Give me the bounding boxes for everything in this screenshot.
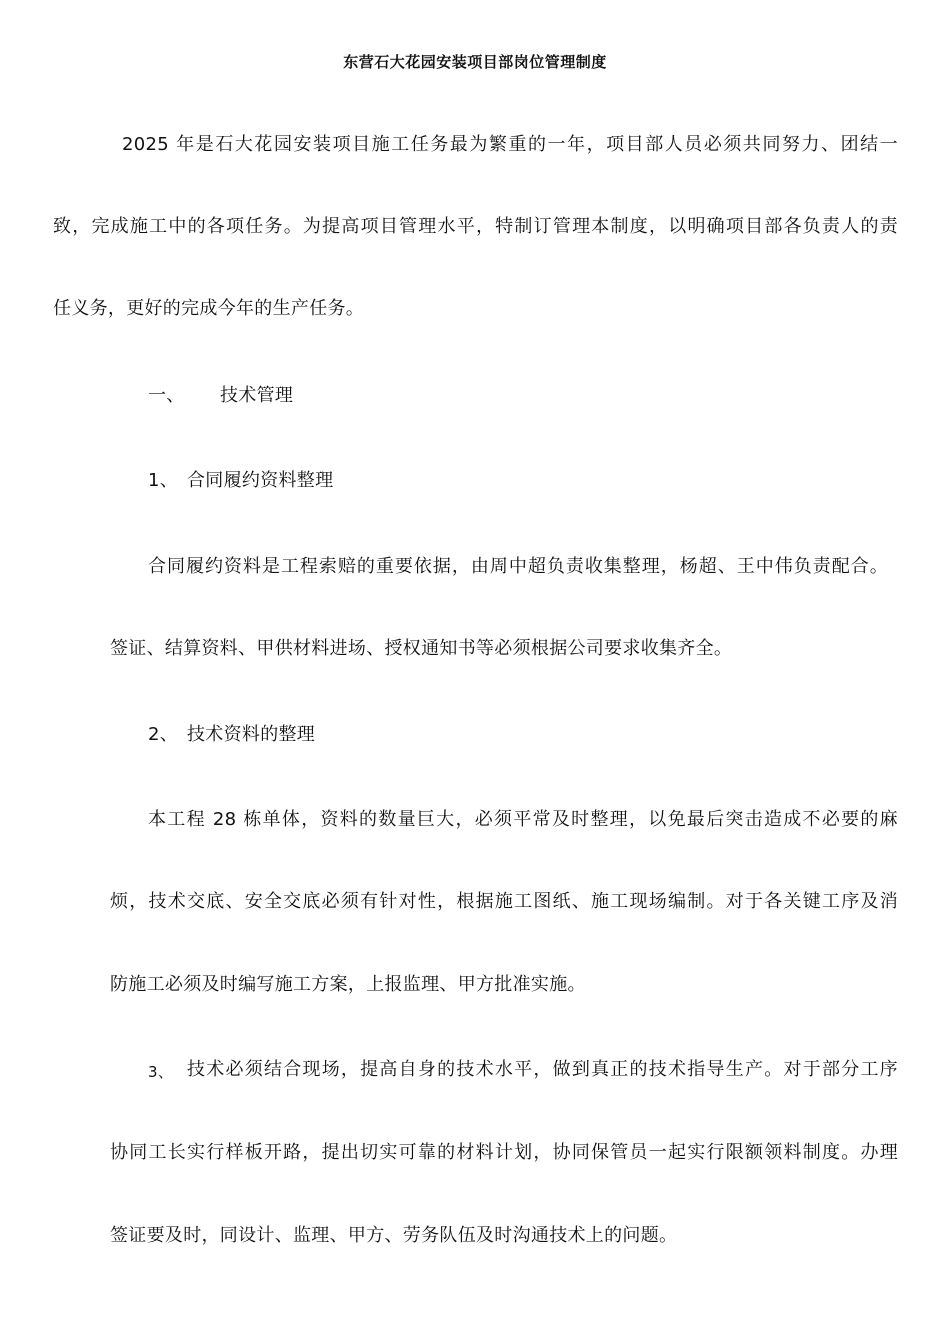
- item-2-paragraph-line-3: 防施工必须及时编写施工方案，上报监理、甲方批准实施。: [110, 974, 586, 995]
- item-3-number: 3、: [148, 1063, 174, 1081]
- item-1-paragraph-line-1: 合同履约资料是工程索赔的重要依据，由周中超负责收集整理，杨超、王中伟负责配合。: [148, 556, 888, 577]
- intro-line-3: 任义务，更好的完成今年的生产任务。: [53, 298, 365, 319]
- item-1-heading: 合同履约资料整理: [187, 470, 334, 491]
- item-1-paragraph-line-2: 签证、结算资料、甲供材料进场、授权通知书等必须根据公司要求收集齐全。: [110, 638, 733, 659]
- intro-line-2: 致，完成施工中的各项任务。为提高项目管理水平，特制订管理本制度，以明确项目部各负责人的责: [53, 216, 898, 237]
- item-3-paragraph-line-2: 协同工长实行样板开路，提出切实可靠的材料计划，协同保管员一起实行限额领料制度。办理: [110, 1142, 898, 1163]
- section-1-number: 一、: [148, 385, 185, 406]
- item-3-paragraph-line-3: 签证要及时，同设计、监理、甲方、劳务队伍及时沟通技术上的问题。: [110, 1225, 678, 1246]
- item-2-paragraph-line-1: 本工程 28 栋单体，资料的数量巨大，必须平常及时整理，以免最后突击造成不必要的麻: [148, 809, 898, 830]
- item-3-paragraph-line-1: 技术必须结合现场，提高自身的技术水平，做到真正的技术指导生产。对于部分工序: [187, 1059, 898, 1080]
- intro-line-1: 2025 年是石大花园安装项目施工任务最为繁重的一年，项目部人员必须共同努力、团结一: [122, 134, 898, 155]
- section-1-heading: 技术管理: [220, 385, 294, 406]
- item-2-paragraph-line-2: 烦，技术交底、安全交底必须有针对性，根据施工图纸、施工现场编制。对于各关键工序及消: [110, 891, 898, 912]
- item-2-number: 2、: [148, 724, 179, 745]
- document-title: 东营石大花园安装项目部岗位管理制度: [343, 53, 607, 71]
- item-2-heading: 技术资料的整理: [187, 724, 316, 745]
- item-1-number: 1、: [148, 470, 179, 491]
